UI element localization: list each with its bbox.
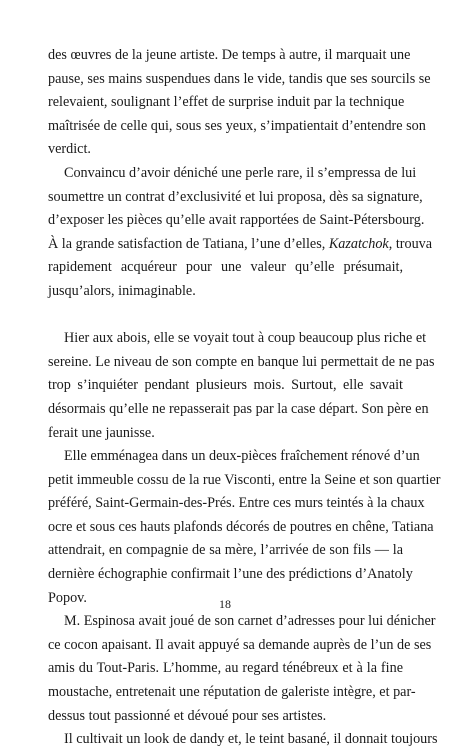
text-line: Convaincu d’avoir déniché une perle rare, il s’empressa de lui xyxy=(64,164,417,181)
paragraph-4 xyxy=(48,445,441,610)
text-line: M. Espinosa avait joué de son carnet d’adresses pour lui dénicher xyxy=(64,613,436,630)
text-line: d’exposer les pièces qu’elle avait rapportées de Saint-Pétersbourg. xyxy=(48,212,425,229)
text-line: attendrait, en compagnie de sa mère, l’arrivée de son fils — la xyxy=(48,542,403,559)
text-line: moustache, entretenait une réputation de galeriste intègre, et par- xyxy=(48,684,416,701)
text-line: trop s’inquiéter pendant plusieurs mois. Surtout, elle savait xyxy=(48,377,403,394)
paragraph-5 xyxy=(48,610,436,728)
text-line: dessus tout passionné et dévoué pour ses artistes. xyxy=(48,707,327,724)
text-line: ferait une jaunisse. xyxy=(48,424,155,441)
text-line: soumettre un contrat d’exclusivité et lui proposa, dès sa signature, xyxy=(48,188,423,205)
text-line: désormais qu’elle ne repasserait pas par la case départ. Son père en xyxy=(48,400,429,417)
body-text xyxy=(48,44,441,752)
text-line: Popov. xyxy=(48,589,87,606)
text-line: Hier aux abois, elle se voyait tout à coup beaucoup plus riche et xyxy=(64,330,427,347)
paragraph-3 xyxy=(48,327,435,445)
paragraph-1 xyxy=(48,44,431,162)
text-line: préféré, Saint-Germain-des-Prés. Entre ces murs teintés à la chaux xyxy=(48,495,425,512)
text-line: jusqu’alors, inimaginable. xyxy=(48,282,196,299)
page-number: 18 xyxy=(219,597,231,611)
text-line: maîtrisée de celle qui, sous ses yeux, s’impatientait d’entendre son xyxy=(48,117,426,134)
text-line: Elle emménagea dans un deux-pièces fraîchement rénové d’un xyxy=(64,448,420,465)
text-line: amis du Tout-Paris. L’homme, au regard ténébreux et à la fine xyxy=(48,660,403,677)
text-line: À la grande satisfaction de Tatiana, l’une d’elles, Kazatchok, trouva xyxy=(48,235,433,252)
paragraph-6 xyxy=(48,728,438,752)
text-line: rapidement acquéreur pour une valeur qu’elle présumait, xyxy=(48,259,403,276)
text-line: relevaient, soulignant l’effet de surprise induit par la technique xyxy=(48,94,405,111)
text-line: Il cultivait un look de dandy et, le teint basané, il donnait toujours xyxy=(64,731,438,748)
text-line: ocre et sous ces hauts plafonds décorés de poutres en chêne, Tatiana xyxy=(48,518,434,535)
text-line: dernière échographie confirmait l’une des prédictions d’Anatoly xyxy=(48,566,413,583)
paragraph-2 xyxy=(48,162,433,304)
text-line: pause, ses mains suspendues dans le vide, tandis que ses sourcils se xyxy=(48,70,431,87)
artwork-title: Kazatchok xyxy=(328,235,389,252)
section-gap xyxy=(48,304,403,328)
text-line: petit immeuble cossu de la rue Visconti, entre la Seine et son quartier xyxy=(48,471,441,488)
text-line: sereine. Le niveau de son compte en banque lui permettait de ne pas xyxy=(48,353,435,370)
text-line: verdict. xyxy=(48,141,91,158)
text-line: des œuvres de la jeune artiste. De temps à autre, il marquait une xyxy=(48,47,411,63)
text-line: ce cocon apaisant. Il avait appuyé sa demande auprès de l’un de ses xyxy=(48,636,432,653)
text-line-with-italic xyxy=(48,233,433,257)
